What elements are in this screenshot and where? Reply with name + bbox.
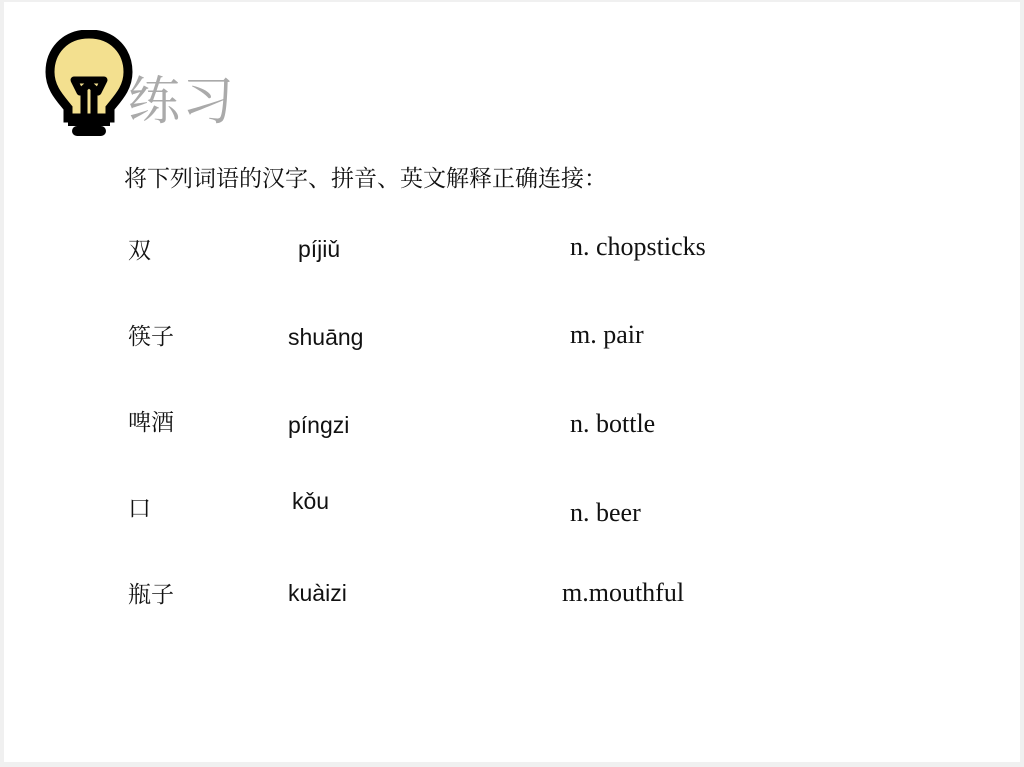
page-title: 练习	[128, 72, 237, 132]
instruction-text: 将下列词语的汉字、拼音、英文解释正确连接：	[124, 166, 607, 192]
hanzi-item: 口	[128, 496, 151, 522]
pinyin-item: kǒu	[292, 488, 330, 514]
hanzi-item: 瓶子	[128, 582, 174, 608]
pinyin-item: shuāng	[288, 324, 364, 350]
slide	[4, 2, 1020, 762]
pinyin-item: píjiǔ	[298, 236, 341, 262]
english-item: n. bottle	[570, 409, 656, 438]
english-item: n. beer	[570, 498, 641, 527]
lightbulb-icon	[44, 30, 134, 142]
english-item: m. pair	[570, 320, 644, 349]
pinyin-item: píngzi	[288, 412, 350, 438]
hanzi-item: 筷子	[128, 324, 174, 350]
english-item: n. chopsticks	[570, 232, 706, 261]
hanzi-item: 啤酒	[128, 410, 174, 436]
hanzi-item: 双	[128, 238, 151, 264]
pinyin-item: kuàizi	[288, 580, 347, 606]
english-item: m.mouthful	[562, 578, 685, 607]
